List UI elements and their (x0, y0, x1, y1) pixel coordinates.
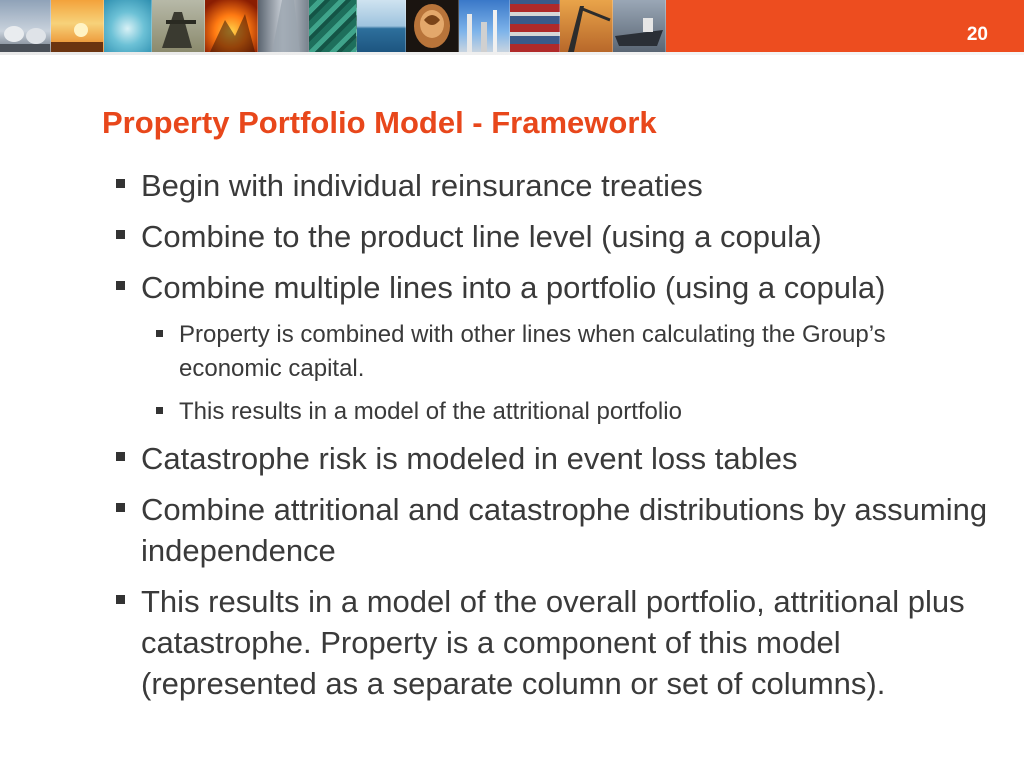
skyscraper-photo (258, 0, 309, 52)
list-item (112, 216, 992, 257)
square-bullet-icon (116, 179, 125, 188)
crane-photo (560, 0, 613, 52)
bullet-text: Combine multiple lines into a portfolio (using a copula) (141, 270, 886, 305)
square-bullet-icon (116, 281, 125, 290)
list-item (112, 581, 992, 704)
list-item (112, 267, 992, 308)
bullet-text: Catastrophe risk is modeled in event loss tables (141, 441, 798, 476)
square-bullet-icon (156, 330, 163, 337)
square-bullet-icon (116, 595, 125, 604)
bullet-text: Property is combined with other lines when calculating the Group’s economic capital. (179, 321, 886, 382)
list-item (112, 438, 992, 479)
list-item (112, 165, 992, 206)
list-item (112, 489, 992, 571)
containers-photo (510, 0, 560, 52)
brain-scan-photo (406, 0, 459, 52)
sub-list-item (112, 318, 992, 386)
bullet-text: This results in a model of the overall portfolio, attritional plus catastrophe. Property is a component of this model (represented as a separate column or set of columns). (141, 584, 965, 701)
oil-pump-photo (152, 0, 205, 52)
square-bullet-icon (156, 407, 163, 414)
bullet-text: Combine attritional and catastrophe distributions by assuming independence (141, 492, 988, 568)
ship-photo (613, 0, 666, 52)
sub-list-item (112, 395, 992, 429)
storage-tanks-photo (0, 0, 51, 52)
refinery-photo (459, 0, 510, 52)
page-number: 20 (966, 24, 988, 45)
ocean-horizon-photo (357, 0, 407, 52)
water-splash-photo (104, 0, 152, 52)
sunset-sky-photo (51, 0, 104, 52)
header-banner (0, 0, 1024, 52)
bullet-text: Combine to the product line level (using a copula) (141, 219, 822, 254)
header-divider (0, 52, 1024, 55)
square-bullet-icon (116, 230, 125, 239)
bullet-list (112, 165, 992, 714)
fire-photo (205, 0, 258, 52)
bullet-text: Begin with individual reinsurance treaties (141, 168, 703, 203)
square-bullet-icon (116, 452, 125, 461)
green-texture-photo (309, 0, 357, 52)
bullet-text: This results in a model of the attritional portfolio (179, 398, 682, 425)
slide-title: Property Portfolio Model - Framework (102, 105, 657, 140)
square-bullet-icon (116, 503, 125, 512)
photo-strip (0, 0, 666, 52)
